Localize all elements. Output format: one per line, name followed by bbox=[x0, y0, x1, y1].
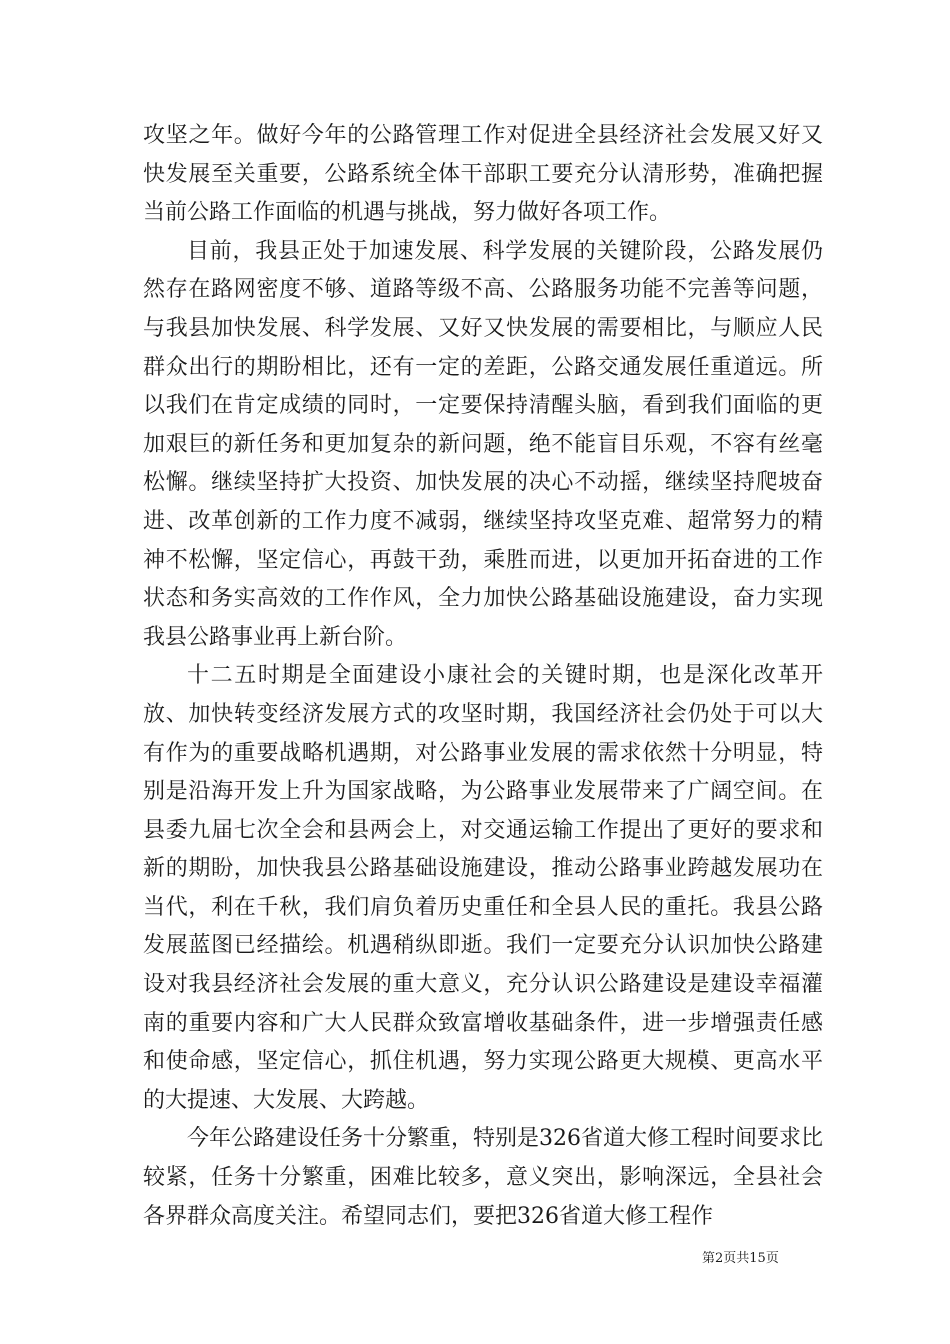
paragraph-1: 攻坚之年。做好今年的公路管理工作对促进全县经济社会发展又好又快发展至关重要，公路系统全体干部职工要充分认清形势，准确把握当前公路工作面临的机遇与挑战，努力做好各项工作。 bbox=[143, 123, 823, 226]
paragraph-2: 目前，我县正处于加速发展、科学发展的关键阶段，公路发展仍然存在路网密度不够、道路等级不高、公路服务功能不完善等问题，与我县加快发展、科学发展、又好又快发展的需要相比，与顺应人民群众出行的期盼相比，还有一定的差距，公路交通发展任重道远。所以我们在肯定成绩的同时，一定要保持清醒头脑，看到我们面临的更加艰巨的新任务和更加复杂的新问题，绝不能盲目乐观，不容有丝毫松懈。继续坚持扩大投资、加快发展的决心不动摇，继续坚持爬坡奋进、改革创新的工作力度不减弱，继续坚持攻坚克难、超常努力的精神不松懈，坚定信心，再鼓干劲，乘胜而进，以更加开拓奋进的工作状态和务实高效的工作作风，全力加快公路基础设施建设，奋力实现我县公路事业再上新台阶。 bbox=[143, 238, 823, 650]
paragraph-4: 今年公路建设任务十分繁重，特别是326省道大修工程时间要求比较紧，任务十分繁重，困难比较多，意义突出，影响深远，全县社会各界群众高度关注。希望同志们，要把326省道大修工程作 bbox=[143, 1126, 823, 1229]
document-body bbox=[143, 117, 823, 1236]
page-number-footer: 第2页共15页 bbox=[702, 1251, 779, 1266]
paragraph-3: 十二五时期是全面建设小康社会的关键时期，也是深化改革开放、加快转变经济发展方式的攻坚时期，我国经济社会仍处于可以大有作为的重要战略机遇期，对公路事业发展的需求依然十分明显，特别是沿海开发上升为国家战略，为公路事业发展带来了广阔空间。在县委九届七次全会和县两会上，对交通运输工作提出了更好的要求和新的期盼，加快我县公路基础设施建设，推动公路事业跨越发展功在当代，利在千秋，我们肩负着历史重任和全县人民的重托。我县公路发展蓝图已经描绘。机遇稍纵即逝。我们一定要充分认识加快公路建设对我县经济社会发展的重大意义，充分认识公路建设是建设幸福灌南的重要内容和广大人民群众致富增收基础条件，进一步增强责任感和使命感，坚定信心，抓住机遇，努力实现公路更大规模、更高水平的大提速、大发展、大跨越。 bbox=[143, 663, 823, 1113]
